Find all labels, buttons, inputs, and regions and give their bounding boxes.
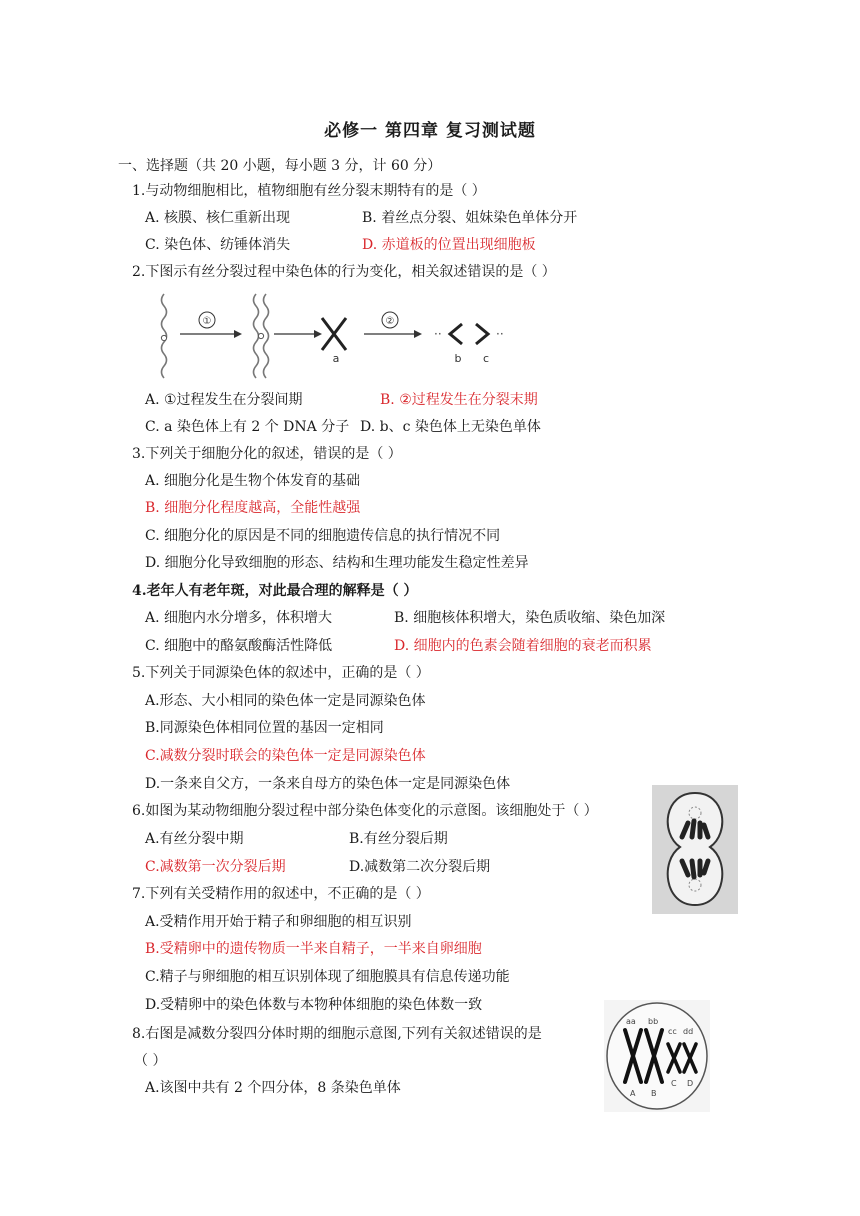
gene-label-aa: aa — [626, 1017, 636, 1026]
question-3-option-c: C. 细胞分化的原因是不同的细胞遗传信息的执行情况不同 — [145, 528, 501, 544]
question-8-option-a: A.该图中共有 2 个四分体，8 条染色单体 — [145, 1080, 401, 1096]
question-5-option-b: B.同源染色体相同位置的基因一定相同 — [145, 720, 384, 736]
question-4-option-b: B. 细胞核体积增大，染色质收缩、染色加深 — [394, 610, 666, 626]
question-2-option-b-answer: B. ②过程发生在分裂末期 — [380, 392, 538, 408]
question-4-option-d-answer: D. 细胞内的色素会随着细胞的衰老而积累 — [394, 638, 652, 654]
question-2-option-c: C. a 染色体上有 2 个 DNA 分子 — [145, 419, 350, 435]
question-3-option-a: A. 细胞分化是生物个体发育的基础 — [145, 473, 361, 489]
question-2-stem: 2.下图示有丝分裂过程中染色体的行为变化，相关叙述错误的是（ ） — [132, 264, 556, 280]
chromosome-label-a: A — [630, 1089, 636, 1098]
question-3-stem: 3.下列关于细胞分化的叙述，错误的是（ ） — [132, 446, 402, 462]
arrow-2-head — [414, 330, 422, 338]
question-7-option-c: C.精子与卵细胞的相互识别体现了细胞膜具有信息传递功能 — [145, 969, 510, 985]
question-5-option-d: D.一条来自父方，一条来自母方的染色体一定是同源染色体 — [145, 776, 511, 792]
question-4-option-a: A. 细胞内水分增多，体积增大 — [145, 610, 333, 626]
chromosome-c — [476, 324, 488, 344]
question-8-stem: 8.右图是减数分裂四分体时期的细胞示意图,下列有关叙述错误的是 — [132, 1026, 542, 1042]
chromosome-label-c: C — [671, 1079, 677, 1088]
step-2-label: ② — [385, 316, 395, 327]
step-1-label: ① — [202, 316, 212, 327]
question-2-option-a: A. ①过程发生在分裂间期 — [145, 392, 303, 408]
question-2-option-d: D. b、c 染色体上无染色单体 — [360, 419, 541, 435]
centromere — [161, 335, 166, 340]
arrow-1-head — [234, 330, 242, 338]
gene-label-bb: bb — [648, 1017, 659, 1026]
label-c: c — [482, 352, 490, 365]
chromosome-label-d: D — [687, 1079, 694, 1088]
gene-label-cc: cc — [668, 1027, 677, 1036]
tetrad-cell-figure — [604, 1000, 710, 1112]
question-1-option-c: C. 染色体、纺锤体消失 — [145, 237, 291, 253]
question-8-answer-paren: （ ） — [134, 1053, 167, 1069]
arrow-to-a-head — [314, 330, 322, 338]
dividing-cell-figure — [652, 785, 738, 914]
question-7-stem: 7.下列有关受精作用的叙述中，不正确的是（ ） — [132, 886, 430, 902]
question-7-option-a: A.受精作用开始于精子和卵细胞的相互识别 — [145, 914, 412, 930]
question-1-option-a: A. 核膜、核仁重新出现 — [145, 210, 291, 226]
chromosome-behavior-figure — [150, 290, 520, 382]
question-5-option-c-answer: C.减数分裂时联会的染色体一定是同源染色体 — [145, 748, 426, 764]
question-6-option-a: A.有丝分裂中期 — [145, 831, 244, 847]
question-1-stem: 1.与动物细胞相比，植物细胞有丝分裂末期特有的是（ ） — [132, 183, 486, 199]
question-3-option-d: D. 细胞分化导致细胞的形态、结构和生理功能发生稳定性差异 — [145, 555, 529, 571]
centromere — [258, 333, 263, 338]
question-6-stem: 6.如图为某动物细胞分裂过程中部分染色体变化的示意图。该细胞处于（ ） — [132, 803, 598, 819]
question-1-option-b: B. 着丝点分裂、姐妹染色单体分开 — [362, 210, 578, 226]
chromosome-b — [450, 324, 462, 344]
cell-outline — [668, 793, 723, 905]
question-5-stem: 5.下列关于同源染色体的叙述中，正确的是（ ） — [132, 665, 430, 681]
spindle-dots-left: ·· — [434, 327, 442, 341]
chromosome-a — [322, 318, 346, 350]
sister-chromatid-1 — [254, 294, 259, 378]
question-6-option-d: D.减数第二次分裂后期 — [349, 859, 491, 875]
question-4-stem: 4.老年人有老年斑，对此最合理的解释是（ ） — [132, 583, 418, 599]
question-1-option-d-answer: D. 赤道板的位置出现细胞板 — [362, 237, 536, 253]
section-heading: 一、选择题（共 20 小题，每小题 3 分，计 60 分） — [118, 158, 442, 174]
question-6-option-b: B.有丝分裂后期 — [349, 831, 448, 847]
page-title: 必修一 第四章 复习测试题 — [324, 121, 536, 141]
question-7-option-d: D.受精卵中的染色体数与本物种体细胞的染色体数一致 — [145, 997, 483, 1013]
question-4-option-c: C. 细胞中的酪氨酸酶活性降低 — [145, 638, 333, 654]
label-b: b — [454, 352, 462, 365]
sister-chromatid-2 — [264, 294, 269, 378]
question-7-option-b-answer: B.受精卵中的遗传物质一半来自精子，一半来自卵细胞 — [145, 941, 482, 957]
question-3-option-b-answer: B. 细胞分化程度越高，全能性越强 — [145, 500, 361, 516]
chromosome-label-b: B — [651, 1089, 657, 1098]
spindle-dots-right: ·· — [496, 327, 504, 341]
label-a: a — [332, 352, 340, 365]
question-6-option-c-answer: C.减数第一次分裂后期 — [145, 859, 286, 875]
gene-label-dd: dd — [683, 1027, 694, 1036]
question-5-option-a: A.形态、大小相同的染色体一定是同源染色体 — [145, 693, 426, 709]
